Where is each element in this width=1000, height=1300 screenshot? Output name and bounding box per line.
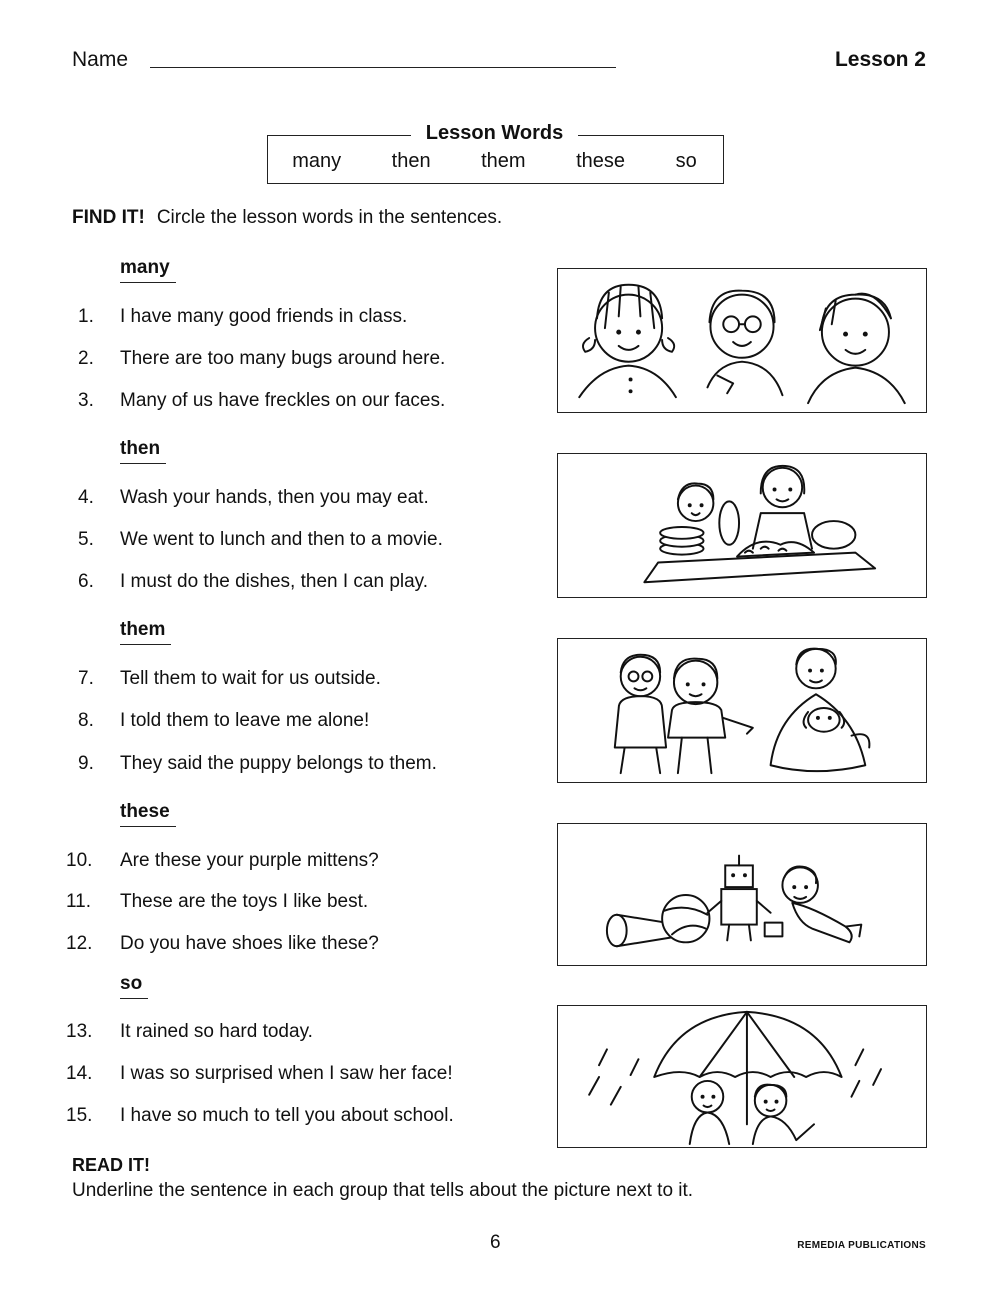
find-it-label: FIND IT! [72,207,145,228]
sentence-text[interactable]: Wash your hands, then you may eat. [120,487,429,508]
sentence-11[interactable] [66,891,368,913]
sentence-number: 13. [66,1021,93,1042]
sentence-8[interactable] [66,710,369,732]
sentence-number: 7. [78,668,94,689]
sentence-text[interactable]: Many of us have freckles on our faces. [120,390,446,411]
sentence-number: 10. [66,850,93,871]
publisher-credit: REMEDIA PUBLICATIONS [797,1240,926,1251]
lesson-word: then [391,150,431,172]
sentence-number: 4. [78,487,94,508]
group-heading-these: these [120,801,176,827]
sentence-15[interactable] [66,1105,454,1127]
group-heading-so: so [120,973,148,999]
lesson-words-list [267,150,722,173]
read-it-text: Underline the sentence in each group that tells about the picture next to it. [72,1180,694,1201]
dishes-drawing [558,454,926,597]
name-write-line[interactable] [150,67,616,68]
sentence-text[interactable]: It rained so hard today. [120,1021,313,1042]
toys-drawing [558,824,926,965]
lesson-words-border-left [267,135,411,136]
read-it-label: READ IT! [72,1155,150,1175]
sentence-number: 15. [66,1105,93,1126]
three-kids-drawing [558,269,926,412]
sentence-text[interactable]: There are too many bugs around here. [120,348,446,369]
sentence-9[interactable] [66,753,437,775]
sentence-number: 2. [78,348,94,369]
three-kids-with-freckles-icon [557,268,927,413]
name-label: Name [72,48,129,71]
group-heading-them: them [120,619,171,645]
sentence-10[interactable] [66,850,379,872]
kids-under-umbrella-icon [557,1005,927,1148]
lesson-words-title: Lesson Words [425,122,564,144]
sentence-number: 14. [66,1063,93,1084]
lesson-words-border-right [578,135,723,136]
umbrella-drawing [558,1006,926,1147]
sentence-text[interactable]: I must do the dishes, then I can play. [120,571,429,592]
lesson-word: these [576,150,626,172]
sentence-number: 1. [78,306,94,327]
sentence-text[interactable]: Are these your purple mittens? [120,850,379,871]
sentence-5[interactable] [66,529,443,551]
find-it-text: Circle the lesson words in the sentences. [156,207,503,228]
sentence-text[interactable]: They said the puppy belongs to them. [120,753,437,774]
group-heading-then: then [120,438,166,464]
sentence-7[interactable] [66,668,381,690]
page-number: 6 [490,1232,501,1253]
sentence-1[interactable] [66,306,407,328]
sentence-3[interactable] [66,390,445,412]
sentence-text[interactable]: I was so surprised when I saw her face! [120,1063,453,1084]
sentence-number: 12. [66,933,93,954]
toys-icon [557,823,927,966]
find-it-instruction [72,207,502,229]
sentence-text[interactable]: I told them to leave me alone! [120,710,370,731]
sentence-6[interactable] [66,571,428,593]
sentence-text[interactable]: I have many good friends in class. [120,306,408,327]
kids-washing-dishes-icon [557,453,927,598]
sentence-text[interactable]: These are the toys I like best. [120,891,369,912]
sentence-2[interactable] [66,348,445,370]
sentence-number: 6. [78,571,94,592]
lesson-title: Lesson 2 [834,48,926,71]
sentence-text[interactable]: I have so much to tell you about school. [120,1105,454,1126]
sentence-14[interactable] [66,1063,453,1085]
lesson-word: many [292,150,342,172]
sentence-number: 5. [78,529,94,550]
sentence-number: 11. [66,891,92,912]
sentence-text[interactable]: Tell them to wait for us outside. [120,668,381,689]
sentence-number: 3. [78,390,94,411]
lesson-word: them [481,150,526,172]
sentence-13[interactable] [66,1021,313,1043]
sentence-number: 8. [78,710,94,731]
kids-with-puppy-icon [557,638,927,783]
sentence-text[interactable]: Do you have shoes like these? [120,933,379,954]
sentence-4[interactable] [66,487,429,509]
sentence-number: 9. [78,753,94,774]
sentence-text[interactable]: We went to lunch and then to a movie. [120,529,443,550]
group-heading-many: many [120,257,176,283]
puppy-drawing [558,639,926,782]
lesson-word: so [675,150,697,172]
sentence-12[interactable] [66,933,379,955]
